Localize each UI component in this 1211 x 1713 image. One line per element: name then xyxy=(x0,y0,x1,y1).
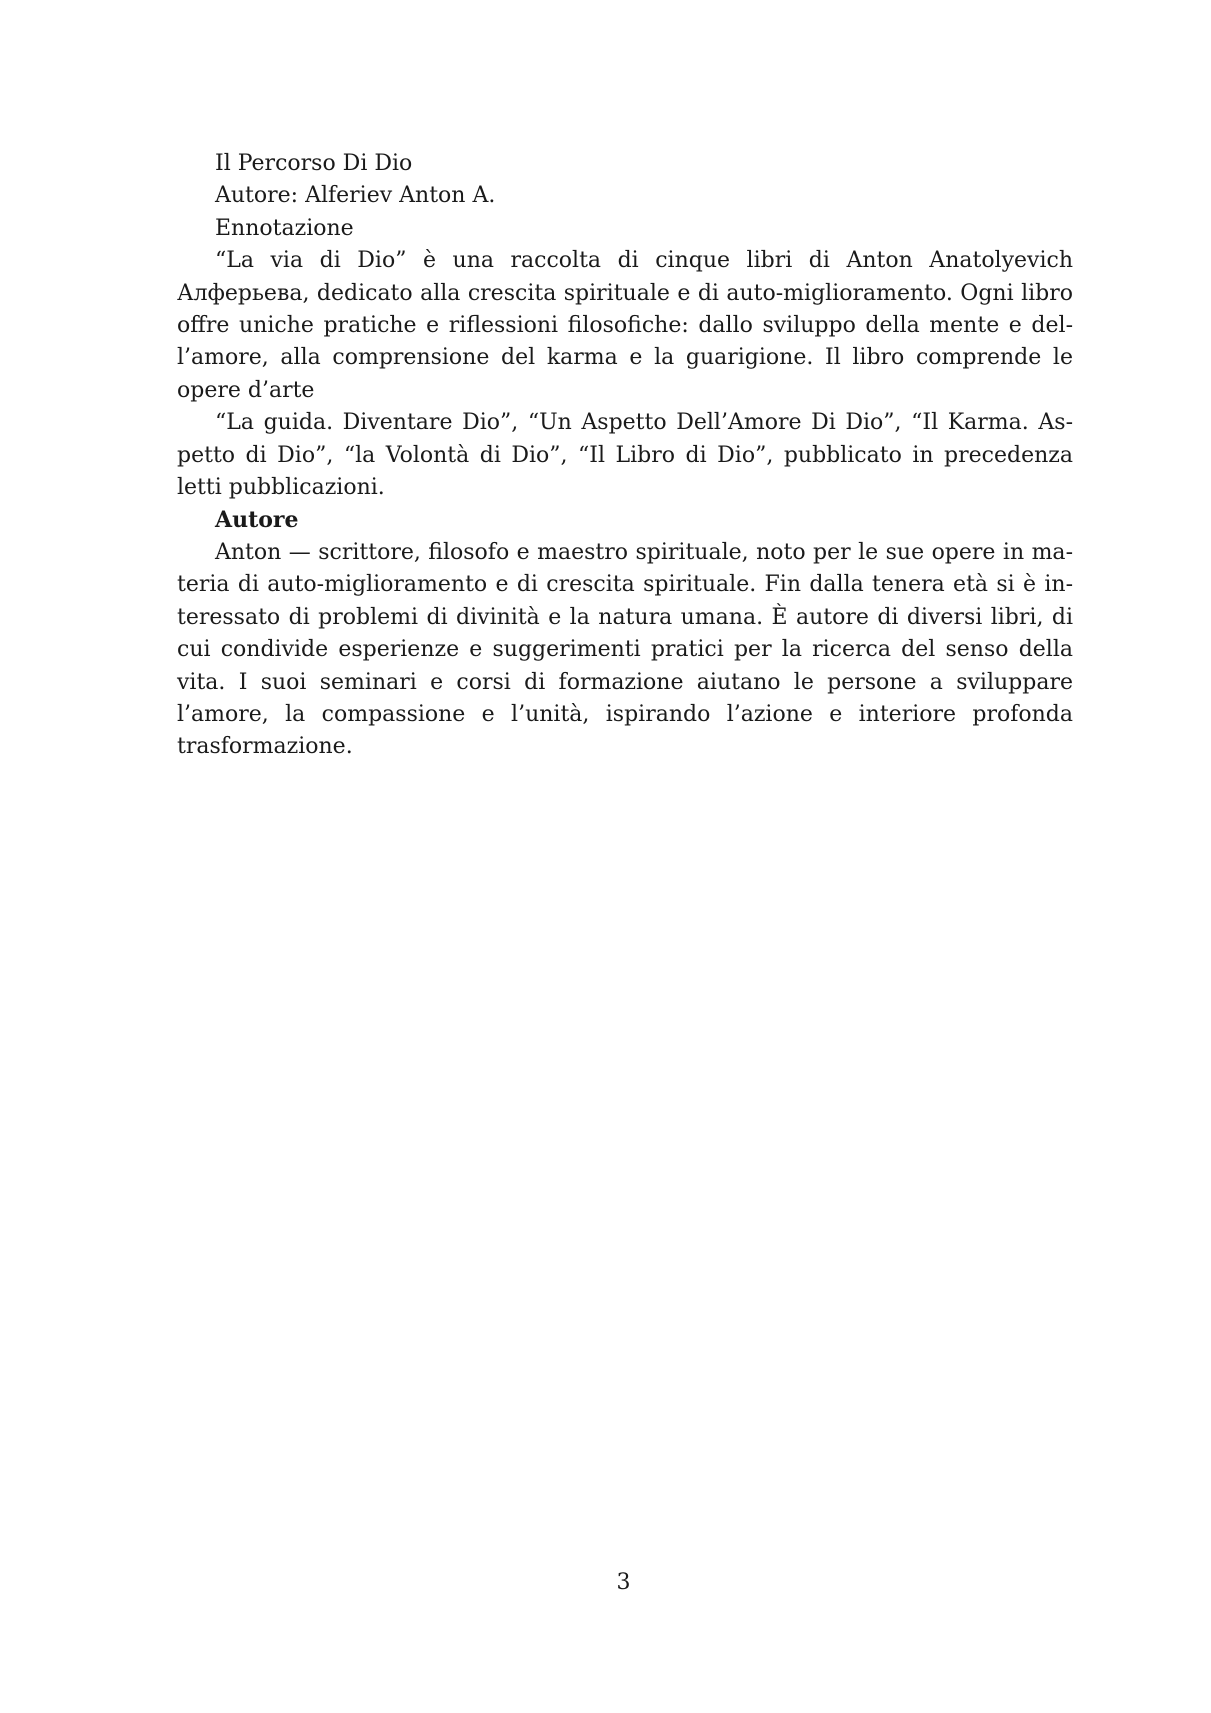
page-body xyxy=(177,148,1073,764)
author-heading: Autore xyxy=(215,507,299,534)
works-list-paragraph: “La guida. Diventare Dio”, “Un Aspetto Dell’Amore Di Dio”, “Il Karma. Aspetto di Dio”, “la Volontà di Dio”, “Il Libro di Dio”, pubblicato in precedenza letti pubblicazioni. xyxy=(177,410,1073,501)
page-number: 3 xyxy=(616,1570,631,1595)
book-title: Il Percorso Di Dio xyxy=(215,151,413,176)
annotation-heading: Ennotazione xyxy=(215,215,354,241)
author-line: Autore: Alferiev Anton A. xyxy=(215,183,496,209)
author-bio-paragraph: Anton — scrittore, filosofo e maestro spirituale, noto per le sue opere in materia di auto-miglioramento e di crescita spirituale. Fin dalla tenera età si è interessato di problemi di divinità e la natura umana. È autore di diversi libri, di cui condivide esperienze e suggerimenti pratici per la ricerca del senso della vita. I suoi seminari e corsi di formazione aiutano le persone a sviluppare l’amore, la compassione e l’unità, ispirando l’azione e interiore profonda trasformazione. xyxy=(177,539,1073,760)
annotation-paragraph: “La via di Dio” è una raccolta di cinque libri di Anton Anatolyevich Алферьева, dedicato alla crescita spirituale e di auto-miglioramento. Ogni libro offre uniche pratiche e riflessioni filosofiche: dallo sviluppo della mente e dell’amore, alla comprensione del karma e la guarigione. Il libro comprende le opere d’arte xyxy=(177,248,1073,403)
